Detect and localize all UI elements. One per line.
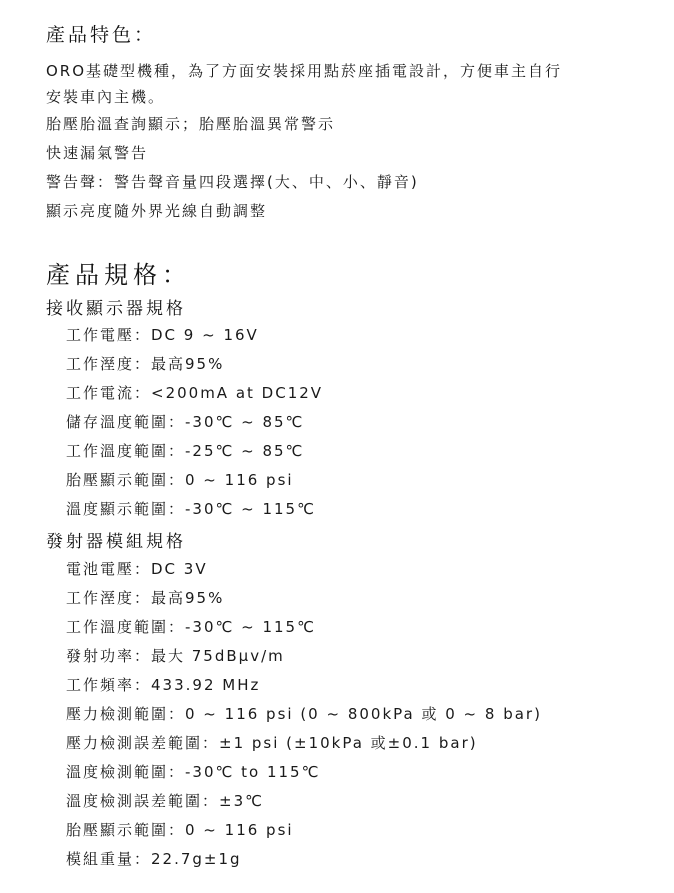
transmitter-spec-item: 溫度檢測誤差範圍：±3℃	[66, 792, 264, 810]
receiver-spec-item: 工作溼度：最高95%	[66, 355, 225, 373]
transmitter-spec-heading: 發射器模組規格	[46, 532, 186, 552]
feature-line: 警告聲：警告聲音量四段選擇(大、中、小、靜音)	[46, 173, 419, 191]
receiver-spec-item: 工作溫度範圍：-25℃ ~ 85℃	[66, 442, 305, 460]
transmitter-spec-item: 溫度檢測範圍：-30℃ to 115℃	[66, 763, 321, 781]
transmitter-spec-item: 電池電壓：DC 3V	[66, 560, 208, 578]
feature-line: 快速漏氣警告	[46, 144, 149, 162]
receiver-spec-item: 工作電流：<200mA at DC12V	[66, 384, 324, 402]
feature-line: 安裝車內主機。	[46, 88, 166, 106]
transmitter-spec-item: 發射功率：最大 75dBμv/m	[66, 647, 285, 665]
receiver-spec-item: 工作電壓：DC 9 ~ 16V	[66, 326, 259, 344]
transmitter-spec-item: 模組重量：22.7g±1g	[66, 850, 242, 868]
feature-line: ORO基礎型機種，為了方面安裝採用點菸座插電設計，方便車主自行	[46, 62, 563, 80]
receiver-spec-item: 儲存溫度範圍：-30℃ ~ 85℃	[66, 413, 305, 431]
receiver-spec-heading: 接收顯示器規格	[46, 299, 186, 319]
feature-line: 顯示亮度隨外界光線自動調整	[46, 202, 268, 220]
receiver-spec-item: 溫度顯示範圍：-30℃ ~ 115℃	[66, 500, 316, 518]
features-heading: 產品特色：	[46, 24, 157, 46]
transmitter-spec-item: 工作頻率：433.92 MHz	[66, 676, 261, 694]
transmitter-spec-item: 胎壓顯示範圍：0 ~ 116 psi	[66, 821, 294, 839]
transmitter-spec-item: 工作溼度：最高95%	[66, 589, 225, 607]
feature-line: 胎壓胎溫查詢顯示；胎壓胎溫異常警示	[46, 115, 336, 133]
specs-heading: 產品規格：	[46, 261, 191, 289]
receiver-spec-item: 胎壓顯示範圍：0 ~ 116 psi	[66, 471, 294, 489]
transmitter-spec-item: 壓力檢測誤差範圍：±1 psi (±10kPa 或±0.1 bar)	[66, 734, 478, 752]
transmitter-spec-item: 工作溫度範圍：-30℃ ~ 115℃	[66, 618, 316, 636]
transmitter-spec-item: 壓力檢測範圍：0 ~ 116 psi (0 ~ 800kPa 或 0 ~ 8 bar)	[66, 705, 542, 723]
